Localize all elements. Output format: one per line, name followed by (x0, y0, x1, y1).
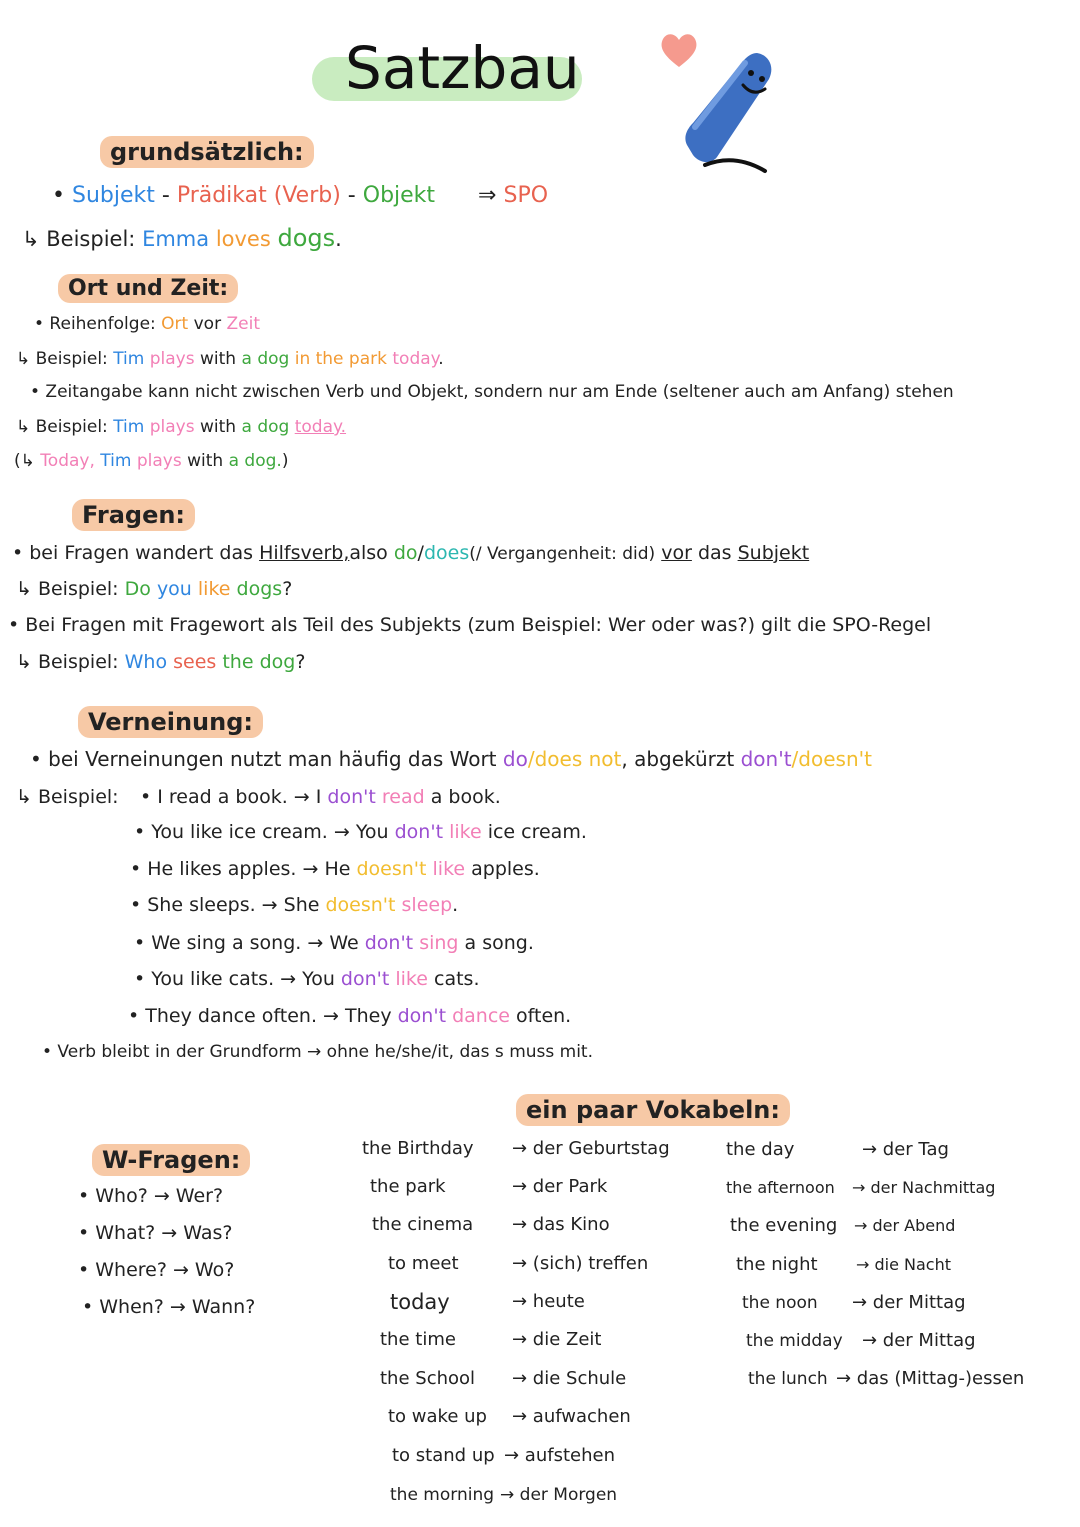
vocab-de: → die Schule (512, 1368, 627, 1389)
ort-zeit-line-5 (14, 450, 288, 472)
vocab-en: today (390, 1290, 450, 1314)
do-word: do (502, 747, 528, 771)
vocab-en: the lunch (748, 1369, 828, 1389)
example-label: ↳ Beispiel: (16, 578, 119, 600)
neg-example-7 (128, 1004, 571, 1028)
slash: / (791, 747, 799, 771)
neg-verb: like (395, 968, 428, 990)
arrow-icon: ⇒ (478, 183, 497, 208)
vocab-de: → der Abend (854, 1216, 956, 1235)
verneinung-example-label: ↳ Beispiel: (16, 786, 119, 808)
vocab-en: the night (736, 1254, 818, 1275)
fragen-line-2 (16, 577, 292, 601)
neg-rest: a song. (464, 932, 534, 954)
vocab-de: → der Mittag (862, 1330, 976, 1351)
neg-word: don't (397, 1005, 447, 1027)
vocab-en: the time (380, 1329, 456, 1350)
example-object: a dog. (228, 451, 282, 471)
fragen-line-4 (16, 650, 305, 674)
vergangenheit-note: (/ Vergangenheit: did) (469, 544, 656, 564)
vocab-en: to stand up (392, 1445, 495, 1466)
neg-rest: often. (516, 1005, 572, 1027)
fragen-line-3: • Bei Fragen mit Fragewort als Teil des Subjekts (zum Beispiel: Wer oder was?) gilt die SPO-Regel (8, 614, 932, 636)
neg-example-4 (130, 893, 458, 917)
neg-rest: . (452, 894, 459, 916)
spo-label: SPO (503, 183, 549, 208)
vocab-de: → die Zeit (512, 1329, 602, 1350)
w-fragen-item: • Where? → Wo? (78, 1259, 235, 1281)
example-object: a dog (241, 349, 290, 369)
heading-ort-und-zeit: Ort und Zeit: (58, 274, 238, 303)
vocab-en: the day (726, 1139, 795, 1160)
vocab-de: → das (Mittag-)essen (836, 1368, 1025, 1389)
example-verb: plays (149, 417, 195, 437)
verneinung-line-1 (30, 747, 872, 771)
page-title: Satzbau (345, 34, 580, 102)
neg-rest: a book. (430, 786, 501, 808)
neg-verb: dance (452, 1005, 510, 1027)
objekt-label: Objekt (362, 183, 436, 208)
neg-verb: like (432, 858, 466, 880)
ort-zeit-line-2 (16, 348, 444, 370)
neg-example-text: • She sleeps. → She (130, 894, 320, 916)
vocab-en: the morning (390, 1485, 495, 1505)
example-label: ↳ Beispiel: (16, 349, 108, 369)
vocab-en: the cinema (372, 1214, 474, 1235)
neg-example-6 (134, 967, 479, 991)
vocab-en: to meet (388, 1253, 459, 1274)
example-with: with (187, 451, 224, 471)
doesnt-word: doesn't (798, 747, 872, 771)
dash: - (154, 183, 177, 208)
vocab-de: → der Geburtstag (512, 1138, 670, 1159)
ort-zeit-line-1 (34, 313, 260, 335)
example-predicate: loves (215, 227, 271, 251)
neg-verb: sleep (401, 894, 453, 916)
vocab-en: the evening (730, 1215, 838, 1236)
zeit-word: Zeit (226, 314, 260, 334)
spo-rule-line (52, 182, 548, 210)
neg-word: don't (394, 821, 444, 843)
abgekuerzt-text: , abgekürzt (621, 747, 735, 771)
period: . (335, 227, 342, 251)
example-time: today (392, 349, 439, 369)
example-article: the (222, 651, 254, 673)
example-label: ↳ Beispiel: (16, 417, 108, 437)
vocab-en: the afternoon (726, 1178, 835, 1197)
vocab-de: → (sich) treffen (512, 1253, 649, 1274)
vocab-en: to wake up (388, 1406, 487, 1427)
example-with: with (200, 349, 237, 369)
vocab-de: → der Park (512, 1176, 608, 1197)
vocab-de: → das Kino (512, 1214, 610, 1235)
vocab-de: → aufstehen (504, 1445, 615, 1466)
neg-rest: ice cream. (487, 821, 587, 843)
question-mark: ? (295, 651, 306, 673)
example-subject: Tim (100, 451, 132, 471)
slash: / (527, 747, 535, 771)
vocab-de: → heute (512, 1291, 585, 1312)
paren-close: ) (281, 451, 289, 471)
subjekt-word: Subjekt (737, 542, 810, 564)
example-label: ↳ Beispiel: (16, 651, 119, 673)
vocab-en: the park (370, 1176, 446, 1197)
example-subject: Tim (113, 417, 145, 437)
neg-verb: read (381, 786, 425, 808)
neg-rest: apples. (471, 858, 540, 880)
example-verb: plays (149, 349, 195, 369)
do-word: do (393, 542, 418, 564)
neg-rest: cats. (434, 968, 480, 990)
vocab-en: the noon (742, 1293, 818, 1313)
heading-vokabeln: ein paar Vokabeln: (516, 1094, 790, 1126)
does-word: does (423, 542, 470, 564)
example-subject: Tim (113, 349, 145, 369)
period: . (438, 349, 444, 369)
praedikat-label: Prädikat (Verb) (176, 183, 341, 208)
vor-word: vor (661, 542, 692, 564)
bullet: • (52, 183, 65, 208)
neg-example-text: • He likes apples. → He (130, 858, 351, 880)
das-word: das (697, 542, 732, 564)
example-object: dogs (236, 578, 283, 600)
dont-word: don't (740, 747, 792, 771)
spo-example-line (22, 224, 342, 253)
heading-w-fragen: W-Fragen: (92, 1144, 250, 1176)
dash: - (340, 183, 363, 208)
subjekt-label: Subjekt (71, 183, 155, 208)
neg-word: don't (364, 932, 414, 954)
fragen-text: • bei Fragen wandert das (12, 542, 254, 564)
vocab-de: → der Nachmittag (852, 1178, 996, 1197)
ort-word: Ort (161, 314, 189, 334)
neg-example-3 (130, 857, 540, 881)
neg-example-text: • You like cats. → You (134, 968, 335, 990)
neg-verb: like (449, 821, 482, 843)
example-with: with (200, 417, 237, 437)
ort-zeit-line-4 (16, 416, 346, 438)
verneinung-note: • Verb bleibt in der Grundform → ohne he/she/it, das s muss mit. (42, 1042, 593, 1062)
ort-zeit-line-3: • Zeitangabe kann nicht zwischen Verb und Objekt, sondern nur am Ende (seltener auch am Anfang) stehen (30, 382, 954, 402)
vocab-de: → der Tag (862, 1139, 949, 1160)
example-object: dogs (277, 224, 336, 252)
vocab-de: → der Morgen (500, 1485, 618, 1505)
pen-icon (665, 45, 785, 180)
neg-example-2 (134, 820, 587, 844)
example-time: today. (294, 417, 347, 437)
vocab-en: the midday (746, 1331, 843, 1351)
neg-word: doesn't (325, 894, 396, 916)
vocab-de: → die Nacht (856, 1255, 952, 1274)
example-object: a dog (241, 417, 290, 437)
example-time: Today, (40, 451, 95, 471)
w-fragen-item: • Who? → Wer? (78, 1185, 224, 1207)
reihenfolge-label: • Reihenfolge: (34, 314, 156, 334)
vocab-de: → der Mittag (852, 1292, 966, 1313)
paren-open: (↳ (14, 451, 35, 471)
question-mark: ? (282, 578, 293, 600)
neg-word: don't (340, 968, 390, 990)
example-verb: like (197, 578, 231, 600)
hilfsverb-word: Hilfsverb, (259, 542, 350, 564)
neg-example-text: • They dance often. → They (128, 1005, 392, 1027)
neg-example-text: • You like ice cream. → You (134, 821, 389, 843)
heading-fragen: Fragen: (72, 499, 195, 531)
example-do: Do (124, 578, 151, 600)
verneinung-text: • bei Verneinungen nutzt man häufig das Wort (30, 747, 497, 771)
vocab-de: → aufwachen (512, 1406, 631, 1427)
heading-verneinung: Verneinung: (78, 706, 263, 738)
slash: / (417, 542, 424, 564)
neg-example-1 (140, 785, 501, 809)
example-subject: Emma (142, 227, 210, 251)
w-fragen-item: • What? → Was? (78, 1222, 233, 1244)
example-verb: sees (173, 651, 217, 673)
example-place: in the park (294, 349, 387, 369)
vor-word: vor (193, 314, 222, 334)
heading-grundsaetzlich: grundsätzlich: (100, 136, 314, 168)
vocab-en: the Birthday (362, 1138, 474, 1159)
neg-example-5 (134, 931, 534, 955)
example-label: ↳ Beispiel: (22, 227, 136, 251)
also-word: also (349, 542, 388, 564)
example-object: dog (259, 651, 296, 673)
neg-example-text: • We sing a song. → We (134, 932, 359, 954)
fragen-line-1 (12, 541, 809, 565)
example-verb: plays (136, 451, 182, 471)
example-subject: Who (124, 651, 168, 673)
neg-word: doesn't (356, 858, 427, 880)
does-not-word: does not (534, 747, 622, 771)
neg-word: don't (327, 786, 376, 808)
neg-verb: sing (419, 932, 459, 954)
neg-example-text: • I read a book. → I (140, 786, 322, 808)
w-fragen-item: • When? → Wann? (82, 1296, 256, 1318)
vocab-en: the School (380, 1368, 476, 1389)
example-subject: you (156, 578, 192, 600)
